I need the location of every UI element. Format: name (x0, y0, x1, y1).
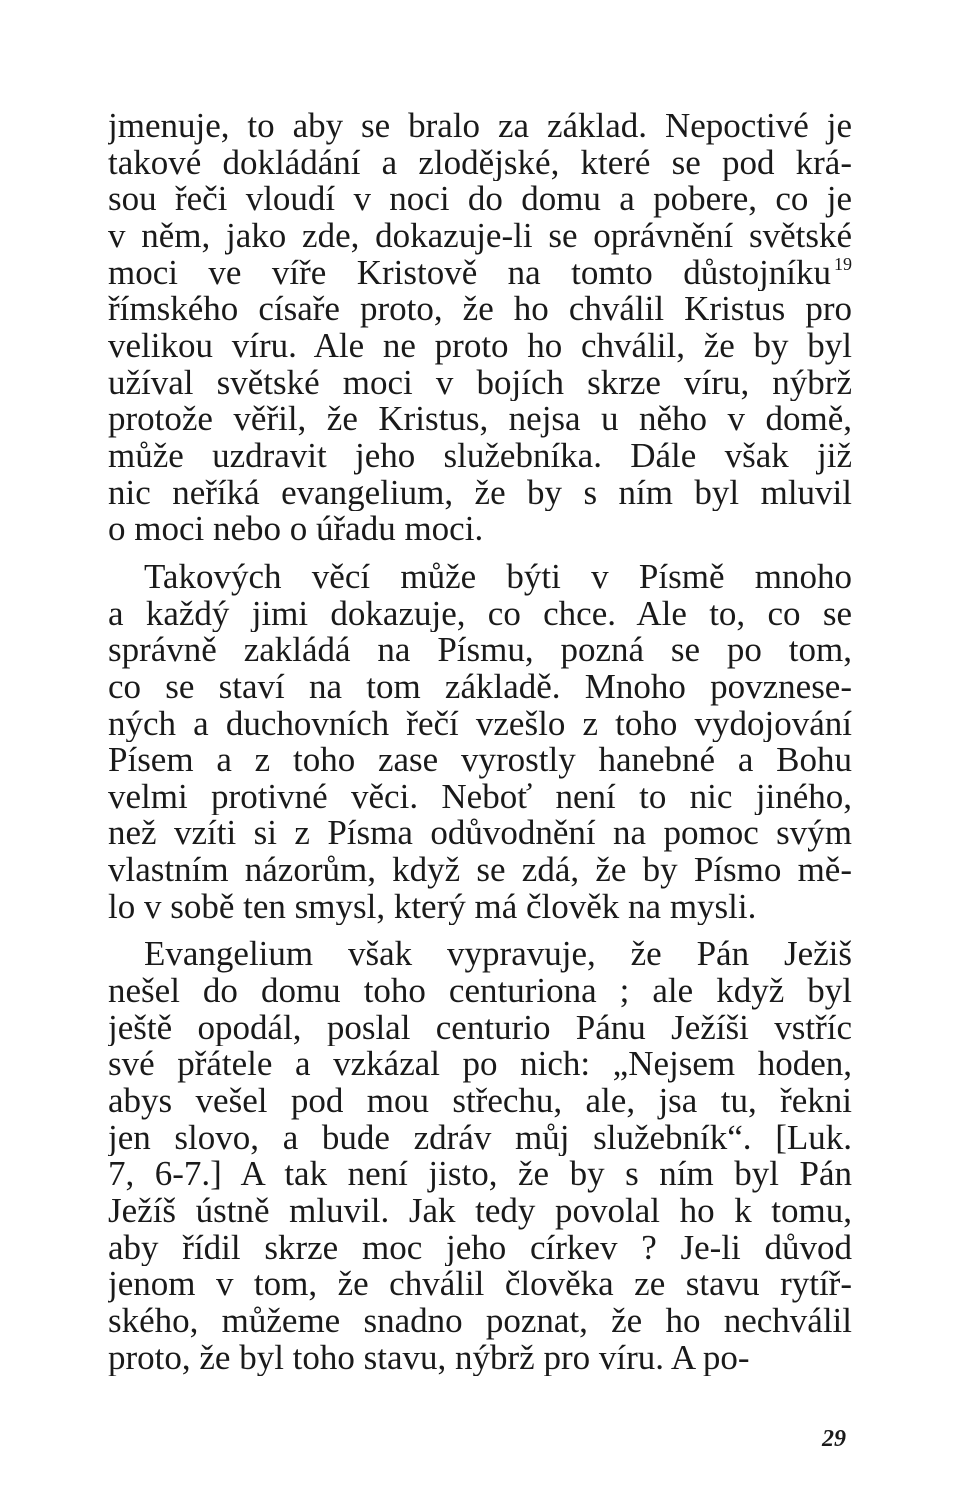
text-line (108, 1230, 852, 1267)
text-line (108, 1010, 852, 1047)
line-text: Evangelium však vypravuje, že Pán Ježiš (144, 936, 852, 974)
text-line (108, 852, 852, 889)
line-text: moci ve víře Kristově na tomto důstojníku (108, 254, 831, 292)
line-text: takové dokládání a zlodějské, které se pod krá- (108, 144, 852, 182)
line-text: ještě opodál, poslal centurio Pánu Ježíši vstříc (108, 1009, 852, 1047)
line-text: abys vešel pod mou střechu, ale, jsa tu, řekni (108, 1083, 852, 1120)
text-line (108, 1120, 852, 1157)
line-text: nešel do domu toho centuriona ; ale když byl (108, 973, 852, 1010)
line-text: Ježíš ústně mluvil. Jak tedy povolal ho k tomu, (108, 1193, 852, 1230)
line-text: správně zakládá na Písmu, pozná se po tom, (108, 632, 852, 669)
text-line (108, 559, 852, 596)
line-text: může uzdravit jeho služebníka. Dále však již (108, 437, 852, 475)
line-text: aby řídil skrze moc jeho církev ? Je-li důvod (108, 1229, 852, 1267)
line-text: než vzíti si z Písma odůvodnění na pomoc svým (108, 815, 852, 853)
line-text: vlastním názorům, když se zdá, že by Písmo mě- (108, 852, 852, 889)
text-line (108, 1266, 852, 1303)
line-text: velikou víru. Ale ne proto ho chválil, že by byl (108, 327, 852, 365)
line-text: protože věřil, že Kristus, nejsa u něho v domě, (108, 401, 852, 438)
text-line (108, 706, 852, 743)
line-text: proto, že byl toho stavu, nýbrž pro víru. A po- (108, 1339, 750, 1377)
line-text: sou řeči vloudí v noci do domu a pobere, co je (108, 181, 852, 218)
line-text: jenom v tom, že chválil člověka ze stavu rytíř- (108, 1266, 852, 1303)
line-text: co se staví na tom základě. Mnoho povznese- (108, 668, 852, 706)
text-line (108, 108, 852, 145)
text-line (108, 742, 852, 779)
text-line (108, 438, 852, 475)
body-text (108, 108, 852, 1376)
text-line (108, 669, 852, 706)
text-line (108, 1193, 852, 1230)
paragraph (108, 559, 852, 926)
paragraph (108, 108, 852, 548)
line-text: 7, 6-7.] A tak není jisto, že by s ním byl Pán (108, 1156, 852, 1194)
line-text: velmi protivné věci. Neboť není to nic jiného, (108, 778, 852, 816)
text-line (108, 779, 852, 816)
text-line (108, 365, 852, 402)
text-line (108, 632, 852, 669)
text-line (108, 145, 852, 182)
line-text: své přátele a vzkázal po nich: „Nejsem hoden, (108, 1046, 852, 1084)
text-line (108, 1083, 852, 1120)
footnote-marker: 19 (834, 254, 852, 274)
line-text: v něm, jako zde, dokazuje-li se oprávnění světské (108, 217, 852, 255)
text-line (108, 475, 852, 512)
text-line (108, 889, 852, 926)
text-line (108, 936, 852, 973)
line-text: ského, můžeme snadno poznat, že ho nechválil (108, 1303, 852, 1340)
page-number: 29 (822, 1426, 846, 1452)
text-line (108, 328, 852, 365)
line-text: lo v sobě ten smysl, který má člověk na mysli. (108, 888, 757, 926)
text-line (108, 401, 852, 438)
line-text: nic neříká evangelium, že by s ním byl mluvil (108, 474, 852, 512)
text-line (108, 596, 852, 633)
line-text: a každý jimi dokazuje, co chce. Ale to, co se (108, 595, 852, 633)
text-line (108, 255, 852, 292)
text-line (108, 1046, 852, 1083)
paragraph (108, 936, 852, 1376)
line-text: Písem a z toho zase vyrostly hanebné a Bohu (108, 742, 852, 779)
line-text: o moci nebo o úřadu moci. (108, 511, 484, 548)
line-text: jen slovo, a bude zdráv můj služebník“. [Luk. (108, 1119, 852, 1157)
text-line (108, 511, 852, 548)
line-text: jmenuje, to aby se bralo za základ. Nepoctivé je (108, 108, 852, 145)
text-line (108, 181, 852, 218)
text-line (108, 291, 852, 328)
text-line (108, 1156, 852, 1193)
line-text: užíval světské moci v bojích skrze víru, nýbrž (108, 364, 852, 402)
line-text: Takových věcí může býti v Písmě mnoho (144, 558, 852, 596)
text-line (108, 218, 852, 255)
text-line (108, 815, 852, 852)
text-line (108, 1303, 852, 1340)
line-text: ných a duchovních řečí vzešlo z toho vydojování (108, 705, 852, 743)
text-line (108, 1340, 852, 1377)
line-text: římského císaře proto, že ho chválil Kristus pro (108, 291, 852, 328)
text-line (108, 973, 852, 1010)
